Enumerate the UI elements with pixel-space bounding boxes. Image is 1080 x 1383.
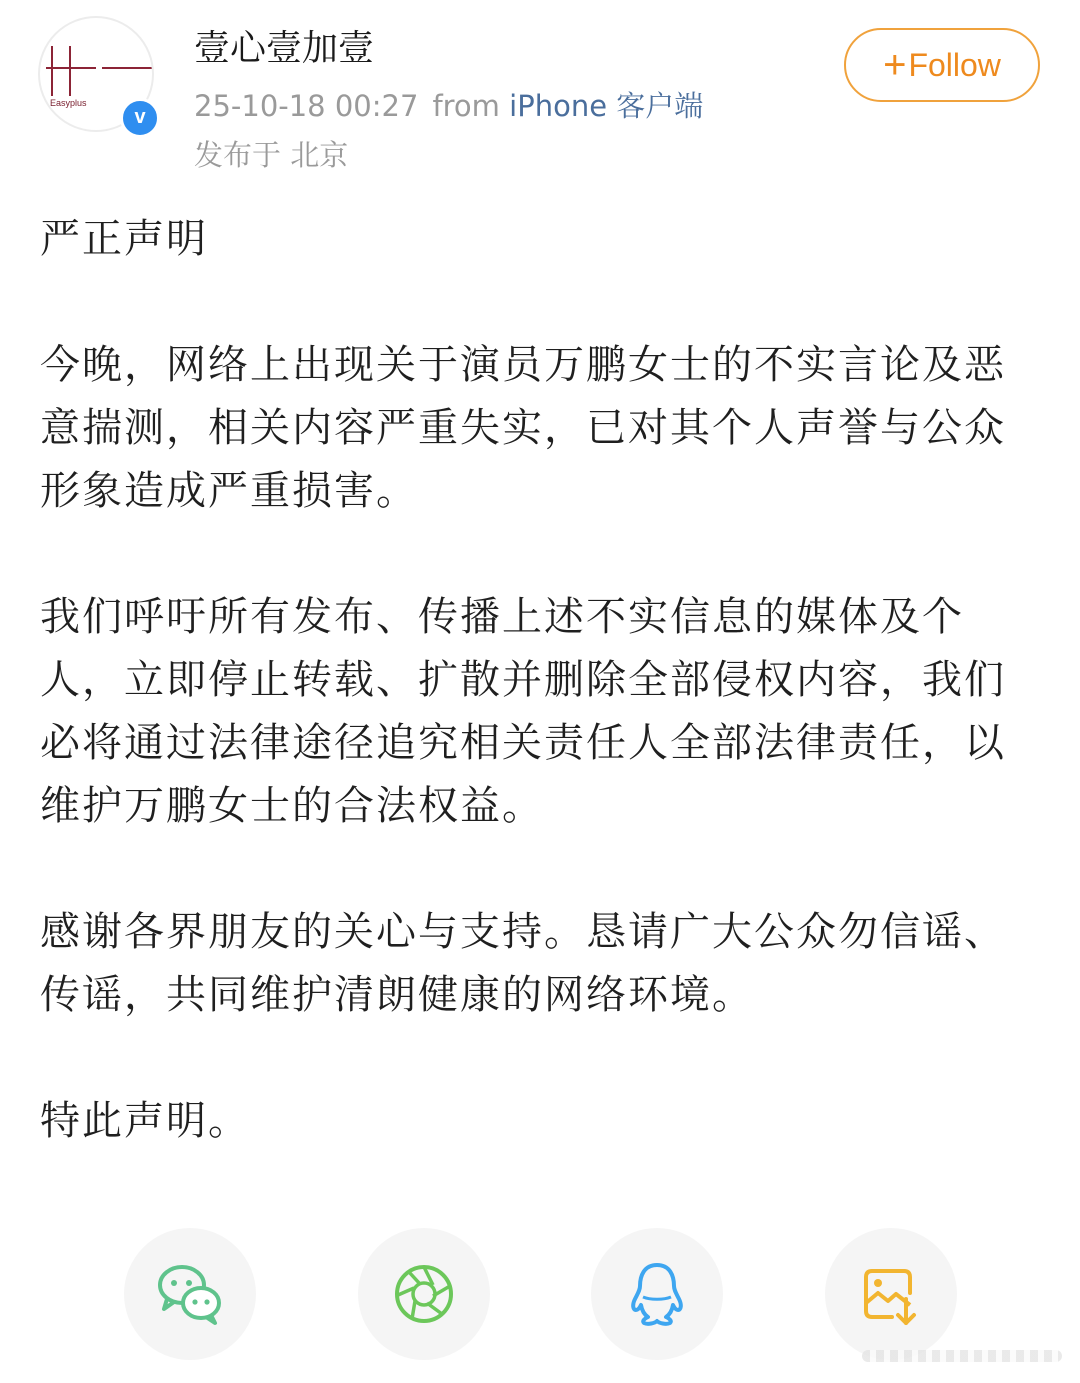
- qq-icon: [622, 1259, 692, 1329]
- avatar-brand-text: Easyplus: [50, 98, 87, 108]
- verified-badge-icon: v: [120, 98, 160, 138]
- post-paragraph: 特此声明。: [40, 1098, 250, 1144]
- post-paragraph: 今晚，网络上出现关于演员万鹏女士的不实言论及恶意揣测，相关内容严重失实，已对其个人声誉与公众形象造成严重损害。: [40, 342, 1006, 514]
- share-bar: [0, 1228, 1080, 1368]
- save-image-icon: [856, 1259, 926, 1329]
- plus-icon: +: [883, 43, 907, 87]
- moments-icon: [389, 1259, 459, 1329]
- post-content: [40, 208, 1010, 1216]
- wechat-icon: [155, 1259, 225, 1329]
- post-paragraph: 感谢各界朋友的关心与支持。恳请广大公众勿信谣、传谣，共同维护清朗健康的网络环境。: [40, 909, 1006, 1018]
- share-wechat-button[interactable]: [124, 1228, 256, 1360]
- share-qq-button[interactable]: [591, 1228, 723, 1360]
- username[interactable]: 壹心壹加壹: [194, 28, 375, 69]
- post-location: 发布于 北京: [194, 138, 349, 172]
- post-header: [0, 0, 1080, 190]
- save-image-button[interactable]: [825, 1228, 957, 1360]
- post-title: 严正声明: [40, 216, 208, 262]
- source-client[interactable]: iPhone 客户端: [509, 89, 704, 123]
- post-paragraph: 我们呼吁所有发布、传播上述不实信息的媒体及个人，立即停止转载、扩散并删除全部侵权内容，我们必将通过法律途径追究相关责任人全部法律责任，以维护万鹏女士的合法权益。: [40, 594, 1006, 829]
- follow-label: Follow: [908, 47, 1001, 83]
- follow-button[interactable]: [844, 28, 1040, 102]
- post-timestamp: 25-10-18 00:27: [194, 89, 419, 123]
- share-moments-button[interactable]: [358, 1228, 490, 1360]
- post-meta: [194, 86, 703, 126]
- source-from-label: from: [432, 89, 500, 123]
- home-indicator: [862, 1350, 1062, 1362]
